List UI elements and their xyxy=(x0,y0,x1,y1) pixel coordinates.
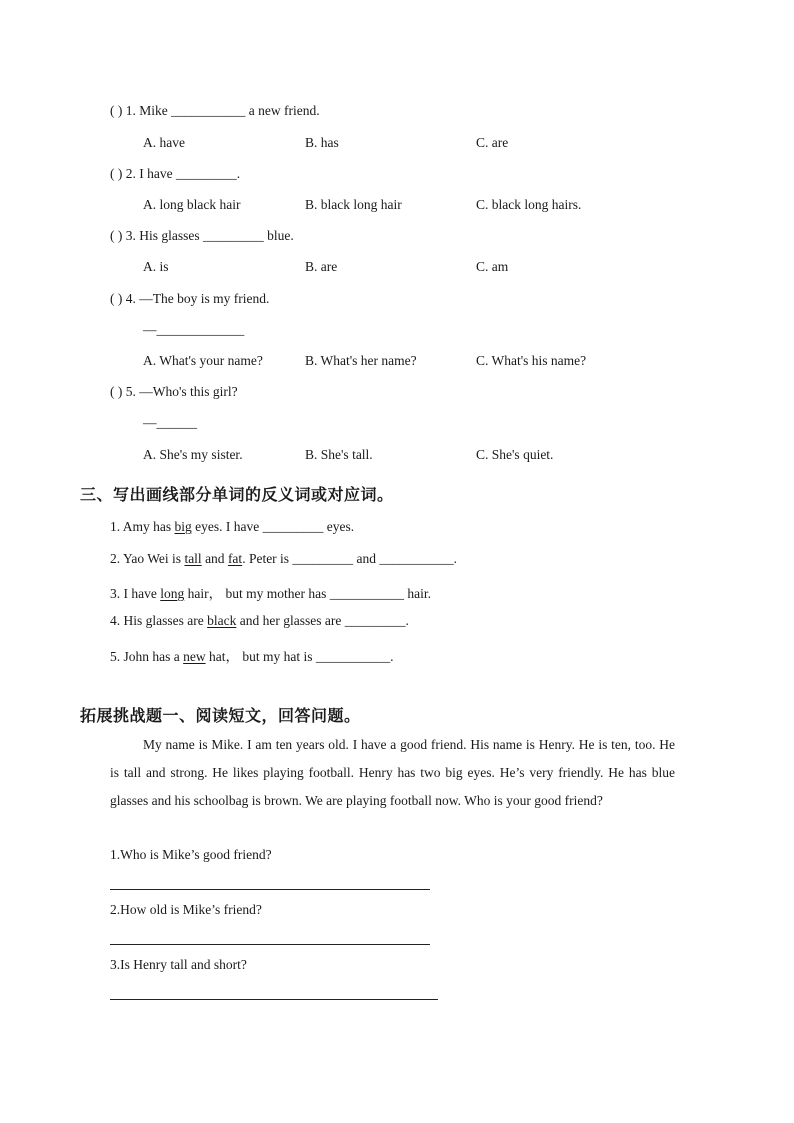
answer-line-1[interactable] xyxy=(110,889,430,890)
answer-paren[interactable]: ( ) xyxy=(110,384,123,399)
section-heading-antonyms: 三、写出画线部分单词的反义词或对应词。 xyxy=(80,485,394,504)
reading-question-2: 2.How old is Mike’s friend? xyxy=(110,902,262,917)
question-1 xyxy=(110,103,320,119)
reading-question-3: 3.Is Henry tall and short? xyxy=(110,957,247,972)
option-a: A. She's my sister. xyxy=(143,447,243,462)
underlined-word: long xyxy=(160,586,185,601)
question-stem-end: blue. xyxy=(267,228,294,243)
item-text-end[interactable]: hat， but my hat is ___________. xyxy=(205,649,394,664)
item-text-mid: and xyxy=(201,551,228,566)
answer-line-3[interactable] xyxy=(110,999,438,1000)
question-number: 3. xyxy=(125,228,136,243)
option-c: C. She's quiet. xyxy=(476,447,554,462)
item-text-end[interactable]: and her glasses are _________. xyxy=(236,613,409,628)
item-text-end[interactable]: eyes. I have _________ eyes. xyxy=(191,519,355,534)
underlined-word: black xyxy=(207,613,237,628)
question-5 xyxy=(110,384,238,400)
option-c: C. are xyxy=(476,135,509,150)
underlined-word: tall xyxy=(184,551,202,566)
reply-blank[interactable]: —_____________ xyxy=(143,322,245,337)
question-stem-end: . xyxy=(236,166,241,181)
option-a: A. is xyxy=(143,259,169,274)
option-b: B. She's tall. xyxy=(305,447,373,462)
question-2 xyxy=(110,166,240,182)
question-stem: Mike xyxy=(139,103,168,118)
antonym-item-4 xyxy=(110,613,409,629)
question-stem: —The boy is my friend. xyxy=(139,291,270,306)
reading-question-1: 1.Who is Mike’s good friend? xyxy=(110,847,272,862)
item-text: 2. Yao Wei is xyxy=(110,551,185,566)
antonym-item-2 xyxy=(110,551,457,567)
antonym-item-3 xyxy=(110,582,431,602)
option-c: C. am xyxy=(476,259,509,274)
question-number: 1. xyxy=(125,103,136,118)
option-a: A. long black hair xyxy=(143,197,241,212)
question-number: 4. xyxy=(125,291,136,306)
question-stem-end: a new friend. xyxy=(248,103,320,118)
option-c: C. black long hairs. xyxy=(476,197,582,212)
section-heading-reading: 拓展挑战题一、阅读短文，回答问题。 xyxy=(80,706,361,725)
antonym-item-1 xyxy=(110,519,354,535)
question-stem: —Who's this girl? xyxy=(139,384,238,399)
answer-blank[interactable]: ___________ xyxy=(171,103,246,118)
option-a: A. have xyxy=(143,135,185,150)
answer-paren[interactable]: ( ) xyxy=(110,228,123,243)
underlined-word: big xyxy=(174,519,192,534)
answer-paren[interactable]: ( ) xyxy=(110,166,123,181)
question-stem: His glasses xyxy=(139,228,200,243)
option-a: A. What's your name? xyxy=(143,353,263,368)
reading-passage: My name is Mike. I am ten years old. I have a good friend. His name is Henry. He is ten, too. He is tall and strong. He likes playing football. Henry has two big eyes. He’s very friendly. He has blue glasses and his schoolbag is brown. We are playing football now. Who is your good friend? xyxy=(110,737,675,808)
answer-paren[interactable]: ( ) xyxy=(110,103,123,118)
option-b: B. What's her name? xyxy=(305,353,417,368)
reply-blank[interactable]: —______ xyxy=(143,415,197,430)
question-4 xyxy=(110,291,269,307)
answer-line-2[interactable] xyxy=(110,944,430,945)
option-c: C. What's his name? xyxy=(476,353,587,368)
question-number: 5. xyxy=(125,384,136,399)
option-b: B. are xyxy=(305,259,338,274)
question-3 xyxy=(110,228,294,244)
item-text-end[interactable]: hair， but my mother has ___________ hair. xyxy=(184,586,431,601)
question-stem: I have xyxy=(139,166,173,181)
item-text-end[interactable]: . Peter is _________ and ___________. xyxy=(242,551,458,566)
answer-blank[interactable]: _________ xyxy=(175,166,237,181)
antonym-item-5 xyxy=(110,645,394,665)
answer-paren[interactable]: ( ) xyxy=(110,291,123,306)
option-b: B. black long hair xyxy=(305,197,402,212)
answer-blank[interactable]: _________ xyxy=(203,228,264,243)
item-text: 4. His glasses are xyxy=(110,613,208,628)
underlined-word: new xyxy=(183,649,206,664)
option-b: B. has xyxy=(305,135,339,150)
question-number: 2. xyxy=(125,166,136,181)
item-text: 3. I have xyxy=(110,586,161,601)
item-text: 1. Amy has xyxy=(110,519,175,534)
underlined-word: fat xyxy=(227,551,243,566)
item-text: 5. John has a xyxy=(110,649,184,664)
